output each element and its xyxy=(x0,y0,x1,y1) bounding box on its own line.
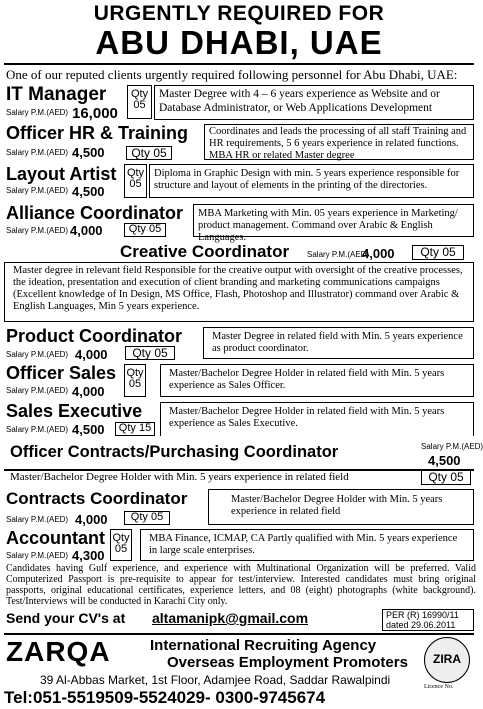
salary-amount: 4,500 xyxy=(72,145,105,160)
job-desc-officer-hr: Coordinates and leads the processing of all staff Training and HR requirements, 5 6 years experience in related functions. MBA HR or related Master degree xyxy=(204,124,474,160)
salary-label: Salary P.M.(AED) xyxy=(6,186,69,195)
agency-line2: Overseas Employment Promoters xyxy=(167,654,408,671)
job-title-officer-sales: Officer Sales xyxy=(6,363,117,383)
salary-label: Salary P.M.(AED) xyxy=(6,108,69,117)
qty-box: Qty 05 xyxy=(421,470,471,485)
header-line1: URGENTLY REQUIRED FOR xyxy=(93,2,385,25)
salary-amount: 4,000 xyxy=(70,223,103,238)
salary-label: Salary P.M.(AED) xyxy=(6,425,69,434)
job-title-sales-executive: Sales Executive xyxy=(6,401,143,421)
notes-text: Candidates having Gulf experience, and experience with Multinational Organization will be preferred. Valid Computerized Passport is pre-requisite to appear for test/interview. Interested candidates must bring original passports, original educational certificates, experience letters, and 08 (eight) photographs (white background). Test/Interviews will be conducted in Karachi City only. xyxy=(6,563,476,607)
job-title-officer-hr: Officer HR & Training xyxy=(6,123,189,143)
per-box xyxy=(382,609,474,631)
salary-label: Salary P.M.(AED) xyxy=(6,386,69,395)
salary-amount: 4,000 xyxy=(75,512,108,527)
salary-amount: 4,000 xyxy=(362,246,395,261)
job-desc-contracts-coordinator: Master/Bachelor Degree Holder with Min. 5 years experience in related field xyxy=(208,489,474,525)
job-desc-layout-artist: Diploma in Graphic Design with min. 5 years experience responsible for structure and layout of elements in the printing of the directories. xyxy=(149,164,474,198)
job-title-it-manager: IT Manager xyxy=(6,84,107,105)
qty-box: Qty 05 xyxy=(110,529,132,561)
salary-label: Salary P.M.(AED) xyxy=(421,442,483,451)
send-cv-label: Send your CV's at xyxy=(6,610,126,626)
license-label: Licence No. xyxy=(424,684,454,690)
logo-text: ZIRA xyxy=(433,652,461,666)
salary-label: Salary P.M.(AED) xyxy=(6,551,69,560)
salary-label: Salary P.M.(AED) xyxy=(307,250,370,259)
job-desc-creative-coordinator: Master degree in relevant field Responsible for the creative output with oversight of the creative processes, the ideation, presentation and execution of client branding and marketing communications campaigns (Excellent knowledge of In Design, MS Office, Flash, Photoshop and Illustrator) command over Arabic & English Languages, Min 5 years experience. xyxy=(4,262,474,322)
agency-address: 39 Al-Abbas Market, 1st Floor, Adamjee Road, Saddar Rawalpindi xyxy=(40,673,391,687)
email-link[interactable]: altamanipk@gmail.com xyxy=(152,610,309,626)
salary-amount: 4,000 xyxy=(72,384,105,399)
agency-phone: Tel:051-5519509-5524029- 0300-9745674 xyxy=(4,688,326,707)
qty-box: Qty 05 xyxy=(126,146,172,160)
qty-box: Qty 05 xyxy=(124,164,147,198)
intro-text: One of our reputed clients urgently required following personnel for Abu Dhabi, UAE: xyxy=(6,67,458,82)
agency-name: ZARQA xyxy=(6,636,111,667)
salary-amount: 4,500 xyxy=(72,422,105,437)
job-desc-sales-executive: Master/Bachelor Degree Holder in related field with Min. 5 years experience as Sales Executive. xyxy=(160,402,474,436)
job-desc-officer-contracts: Master/Bachelor Degree Holder with Min. 5 years experience in related field xyxy=(10,471,349,483)
job-title-product-coordinator: Product Coordinator xyxy=(6,326,182,346)
job-desc-product-coordinator: Master Degree in related field with Min. 5 years experience as product coordinator. xyxy=(203,327,474,359)
salary-label: Salary P.M.(AED) xyxy=(6,350,69,359)
job-title-officer-contracts: Officer Contracts/Purchasing Coordinator xyxy=(10,443,339,461)
per-number: PER (R) 16990/11 xyxy=(386,610,459,620)
salary-amount: 16,000 xyxy=(72,105,118,122)
job-title-contracts-coordinator: Contracts Coordinator xyxy=(6,489,188,508)
agency-line1: International Recruiting Agency xyxy=(150,637,377,654)
qty-box: Qty 05 xyxy=(125,346,175,360)
salary-label: Salary P.M.(AED) xyxy=(6,148,69,157)
salary-amount: 4,000 xyxy=(75,347,108,362)
salary-amount: 4,300 xyxy=(72,548,105,563)
salary-label: Salary P.M.(AED) xyxy=(6,226,69,235)
job-desc-it-manager: Master Degree with 4 – 6 years experience as Website and or Database Administrator, or Web Applications Development xyxy=(154,85,474,120)
per-date: dated 29.06.2011 xyxy=(386,620,456,630)
header-line2: ABU DHABI, UAE xyxy=(95,24,383,61)
job-title-accountant: Accountant xyxy=(6,528,105,548)
qty-box: Qty 15 xyxy=(115,422,155,436)
qty-box: Qty 05 xyxy=(124,364,146,397)
zira-logo xyxy=(424,637,470,683)
job-title-alliance-coordinator: Alliance Coordinator xyxy=(6,203,184,223)
qty-box: Qty 05 xyxy=(124,223,166,237)
job-desc-officer-sales: Master/Bachelor Degree Holder in related field with Min. 5 years experience as Sales Officer. xyxy=(160,364,474,397)
job-desc-alliance-coordinator: MBA Marketing with Min. 05 years experience in Marketing/ product management. Command over Arabic & English Languages. xyxy=(193,204,474,237)
job-title-creative-coordinator: Creative Coordinator xyxy=(120,242,290,261)
qty-box: Qty 05 xyxy=(127,85,152,119)
salary-amount: 4,500 xyxy=(72,184,105,199)
divider xyxy=(4,63,474,65)
salary-amount: 4,500 xyxy=(428,453,461,468)
job-title-layout-artist: Layout Artist xyxy=(6,164,117,184)
qty-box: Qty 05 xyxy=(412,245,464,260)
divider xyxy=(4,633,474,635)
job-desc-accountant: MBA Finance, ICMAP, CA Partly qualified with Min. 5 years experience in large scale enterprises. xyxy=(140,529,474,561)
qty-box: Qty 05 xyxy=(124,511,170,525)
salary-label: Salary P.M.(AED) xyxy=(6,515,69,524)
